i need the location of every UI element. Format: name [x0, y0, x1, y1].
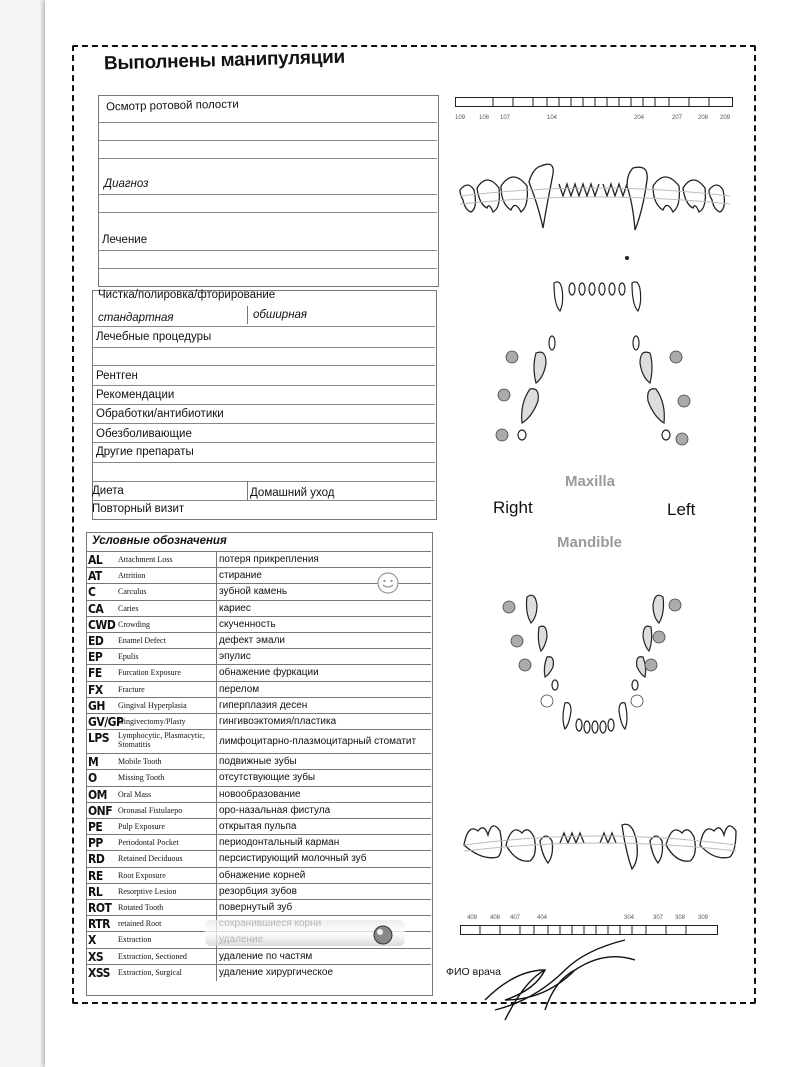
legend-row — [86, 834, 431, 851]
legend-english: Gingivectomy/Plasty — [118, 717, 186, 726]
legend-russian: гиперплазия десен — [219, 699, 308, 711]
lower-scale-number: 304 — [624, 915, 635, 921]
legend-english: Oronasal Fistulaepo — [118, 805, 183, 815]
doctor-name-label: ФИО врача — [446, 966, 501, 978]
lower-scale-number: 309 — [698, 915, 709, 921]
exam-line-6 — [99, 250, 437, 251]
legend-divider — [216, 617, 217, 633]
option-divider — [247, 306, 248, 324]
legend-row — [86, 697, 431, 714]
legend-code: XS — [88, 949, 104, 964]
legend-code: PP — [88, 836, 103, 851]
legend-russian: периодонтальный карман — [219, 837, 340, 849]
proc-line-6 — [93, 423, 435, 424]
legend-russian: удаление по частям — [219, 950, 313, 962]
standard-option: стандартная — [98, 312, 174, 324]
legend-russian: отсутствующие зубы — [219, 772, 316, 784]
legend-divider — [216, 682, 217, 698]
upper-scale-number: 209 — [720, 115, 731, 121]
legend-russian: новообразование — [219, 788, 301, 800]
maxilla-label: Maxilla — [565, 473, 616, 490]
legend-english: Gingival Hyperplasia — [118, 700, 187, 710]
legend-russian: гингивоэктомия/пластика — [219, 716, 337, 727]
legend-english: Resorptive Lesion — [118, 886, 177, 896]
legend-divider — [216, 965, 217, 981]
legend-english: Carculus — [118, 587, 147, 597]
legend-code: LPS — [88, 731, 110, 746]
proc-line-8 — [93, 462, 435, 463]
oral-exam-label: Осмотр ротовой полости — [105, 98, 239, 114]
smiley-icon — [376, 571, 400, 595]
legend-divider — [216, 552, 217, 568]
legend-row — [86, 883, 431, 900]
legend-row — [86, 753, 431, 770]
legend-russian: зубной камень — [219, 586, 288, 598]
legend-code: EP — [88, 650, 103, 665]
legend-code: O — [88, 771, 97, 786]
proc-line-2 — [93, 347, 435, 348]
diet-label: Диета — [92, 485, 124, 497]
legend-row — [86, 713, 431, 730]
legend-row — [86, 729, 431, 754]
legend-row — [86, 964, 431, 981]
legend-code: AT — [88, 569, 102, 584]
home-care-label: Домашний уход — [250, 487, 335, 499]
legend-row — [86, 899, 431, 916]
legend-english: Furcation Exposure — [118, 668, 181, 678]
legend-russian: перелом — [219, 683, 260, 695]
upper-scale-number: 104 — [547, 115, 558, 121]
cleaning-label: Чистка/полировка/фторирование — [98, 289, 276, 301]
legend-row — [86, 818, 431, 835]
legend-russian: персистирующий молочный зуб — [219, 853, 367, 865]
legend-row — [86, 948, 431, 965]
legend-row — [86, 802, 431, 819]
legend-english: Missing Tooth — [118, 773, 165, 783]
legend-code: OM — [88, 787, 107, 802]
legend-divider — [216, 568, 217, 584]
upper-teeth-lateral-drawing — [455, 160, 735, 250]
legend-row — [86, 632, 431, 649]
legend-divider — [216, 851, 217, 867]
proc-line-7 — [93, 442, 435, 443]
legend-english: Root Exposure — [118, 870, 166, 880]
legend-russian: обнажение корней — [219, 869, 306, 881]
legend-divider — [216, 949, 217, 965]
exam-line-7 — [99, 268, 437, 269]
legend-row — [86, 551, 431, 568]
exam-line-1 — [99, 122, 437, 123]
proc-line-4 — [93, 385, 435, 386]
legend-code: CWD — [88, 617, 116, 632]
legend-divider — [216, 787, 217, 803]
legend-english: Extraction, Surgical — [118, 967, 182, 977]
legend-russian: потеря прикрепления — [219, 554, 319, 565]
exam-line-2 — [99, 140, 437, 141]
lower-scale-ticks — [460, 926, 716, 936]
legend-english: Periodontal Pocket — [118, 838, 179, 848]
legend-english: Crowding — [118, 619, 150, 629]
legend-english: Extraction, Sectioned — [118, 951, 187, 961]
legend-english: Lymphocytic, Plasmacytic, Stomatitis — [118, 731, 205, 750]
legend-title: Условные обозначения — [92, 535, 227, 547]
form-title: Выполнены манипуляции — [103, 46, 346, 75]
legend-divider — [216, 698, 217, 714]
legend-row — [86, 850, 431, 867]
legend-russian: резорбция зубов — [219, 885, 297, 897]
legend-divider — [216, 868, 217, 884]
legend-code: FE — [88, 666, 102, 681]
lower-scale-number: 308 — [675, 915, 686, 921]
legend-code: FX — [88, 682, 103, 697]
legend-row — [86, 867, 431, 884]
lower-scale-number: 404 — [537, 915, 548, 921]
legend-russian: открытая пульпа — [219, 821, 297, 832]
legend-row — [86, 648, 431, 665]
legend-divider — [216, 835, 217, 851]
legend-divider — [216, 665, 217, 681]
legend-code: GH — [88, 698, 105, 713]
legend-english: Extraction — [118, 935, 152, 945]
legend-code: X — [88, 933, 96, 948]
legend-code: M — [88, 755, 99, 770]
legend-english: Pulp Exposure — [118, 822, 165, 831]
recommendations-label: Рекомендации — [96, 389, 175, 401]
legend-row — [86, 769, 431, 786]
legend-divider — [216, 819, 217, 835]
legend-english: Enamel Defect — [118, 636, 166, 645]
lower-scale-number: 307 — [653, 915, 664, 921]
legend-divider — [216, 633, 217, 649]
legend-russian: подвижные зубы — [219, 756, 297, 768]
legend-code: RD — [88, 852, 105, 867]
legend-code: XSS — [88, 965, 110, 980]
doctor-signature — [465, 940, 665, 1030]
upper-scale-number: 109 — [455, 115, 466, 121]
left-label: Left — [667, 500, 696, 519]
maxilla-occlusal-drawing — [490, 275, 700, 455]
xray-label: Рентген — [96, 370, 138, 382]
legend-russian: повернутый зуб — [219, 902, 293, 913]
legend-russian: удаление хирургическое — [219, 966, 334, 978]
legend-divider — [216, 754, 217, 770]
legend-divider — [216, 601, 217, 617]
legend-english: retained Root — [118, 919, 162, 929]
legend-russian: скученность — [219, 618, 276, 630]
legend-russian: лимфоцитарно-плазмоцитарный стоматит — [219, 736, 417, 748]
mandible-label: Mandible — [557, 534, 623, 551]
legend-code: RE — [88, 868, 103, 883]
legend-divider — [216, 803, 217, 819]
exam-box — [98, 95, 439, 287]
upper-scale-ticks — [455, 98, 731, 112]
exam-line-5 — [99, 212, 437, 213]
legend-english: Fracture — [118, 684, 145, 694]
legend-english: Attrition — [118, 571, 146, 581]
exam-line-3 — [99, 158, 437, 159]
legend-english: Retained Deciduous — [118, 854, 183, 864]
upper-scale-number: 207 — [672, 115, 683, 121]
upper-scale-number: 204 — [634, 115, 645, 121]
proc-line-3 — [93, 365, 435, 366]
analgesics-label: Обезболивающие — [96, 428, 192, 440]
legend-code: ROT — [88, 901, 112, 915]
legend-row — [86, 786, 431, 803]
proc-line-9 — [93, 481, 435, 482]
other-drugs-label: Другие препараты — [96, 446, 194, 458]
treatment-label: Лечение — [102, 234, 148, 246]
legend-russian: стирание — [219, 570, 262, 582]
diet-divider — [247, 481, 248, 500]
legend-russian: обнажение фуркации — [219, 667, 319, 679]
legend-divider — [216, 884, 217, 900]
proc-line-1 — [93, 326, 435, 327]
lower-teeth-lateral-drawing — [460, 815, 740, 875]
legend-divider — [216, 900, 217, 916]
revisit-label: Повторный визит — [92, 503, 185, 515]
legend-code: CA — [88, 601, 104, 616]
legend-russian: оро-назальная фистула — [219, 804, 331, 816]
legend-row — [86, 600, 431, 617]
legend-code: PE — [88, 820, 103, 834]
legend-divider — [216, 770, 217, 786]
mandible-occlusal-drawing — [495, 585, 695, 745]
bead-icon — [372, 924, 394, 946]
right-label: Right — [493, 498, 533, 517]
legend-code: C — [88, 585, 96, 600]
legend-english: Epulis — [118, 652, 139, 662]
legend-english: Caries — [118, 603, 139, 613]
legend-row — [86, 664, 431, 681]
proc-line-5 — [93, 404, 435, 405]
therapeutic-label: Лечебные процедуры — [96, 331, 212, 343]
lower-scale-number: 407 — [510, 915, 521, 921]
legend-divider — [216, 649, 217, 665]
extensive-option: обширная — [253, 309, 308, 321]
legend-code: RL — [88, 884, 103, 899]
legend-code: GV/GP — [88, 715, 124, 729]
legend-english: Mobile Tooth — [118, 757, 162, 767]
legend-code: ONF — [88, 803, 113, 818]
legend-row — [86, 681, 431, 698]
upper-scale-number: 208 — [698, 115, 709, 121]
legend-russian: эпулис — [219, 651, 251, 663]
legend-english: Attachment Loss — [118, 555, 173, 564]
lower-scale-number: 408 — [490, 915, 501, 921]
legend-english: Oral Mass — [118, 789, 152, 799]
lower-scale-number: 409 — [467, 915, 478, 921]
diagnosis-label: Диагноз — [104, 178, 149, 190]
legend-divider — [216, 584, 217, 600]
legend-russian: дефект эмали — [219, 635, 285, 646]
legend-code: ED — [88, 634, 104, 648]
upper-scale-number: 108 — [479, 115, 490, 121]
proc-line-10 — [93, 500, 435, 501]
treatments-antibiotics-label: Обработки/антибиотики — [96, 408, 224, 420]
legend-row — [86, 616, 431, 633]
legend-code: AL — [88, 553, 103, 567]
legend-divider — [216, 730, 217, 754]
exam-line-4 — [99, 194, 437, 195]
legend-code: RTR — [88, 917, 110, 932]
upper-scale-number: 107 — [500, 115, 511, 121]
legend-divider — [216, 714, 217, 730]
legend-russian: кариес — [219, 602, 251, 614]
procedures-box — [92, 290, 437, 520]
legend-english: Rotated Tooth — [118, 903, 164, 912]
